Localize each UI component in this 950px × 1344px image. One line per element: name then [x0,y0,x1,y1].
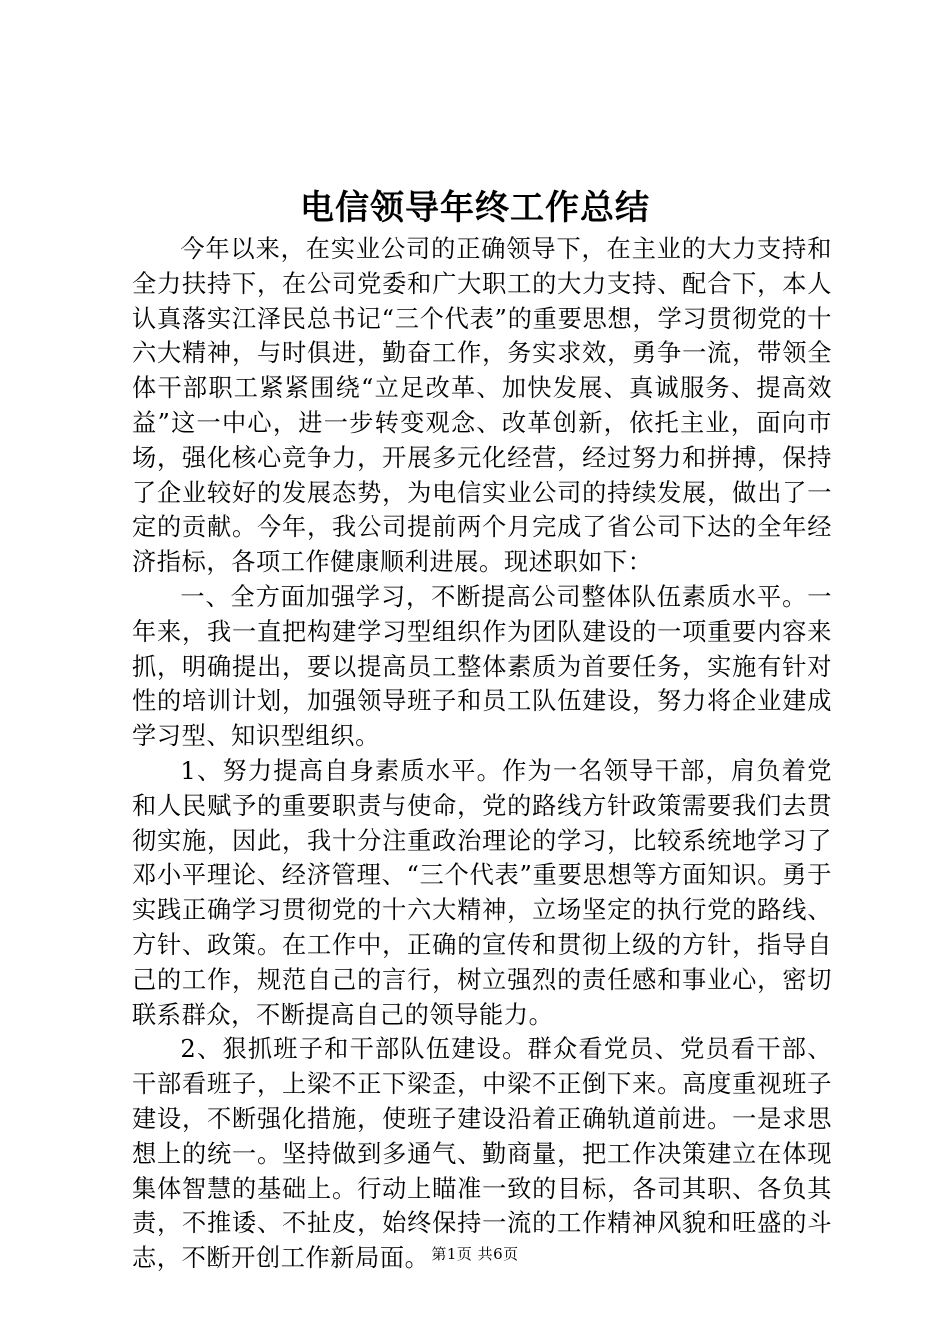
paragraph-item-1: 1、努力提高自身素质水平。作为一名领导干部，肩负着党和人民赋予的重要职责与使命，党的路线方针政策需要我们去贯彻实施，因此，我十分注重政治理论的学习，比较系统地学习了邓小平理论、经济管理、“三个代表”重要思想等方面知识。勇于实践正确学习贯彻党的十六大精神，立场坚定的执行党的路线、方针、政策。在工作中，正确的宣传和贯彻上级的方针，指导自己的工作，规范自己的言行，树立强烈的责任感和事业心，密切联系群众，不断提高自己的领导能力。 [132,756,832,1029]
paragraph-section-1: 一、全方面加强学习，不断提高公司整体队伍素质水平。一年来，我一直把构建学习型组织作为团队建设的一项重要内容来抓，明确提出，要以提高员工整体素质为首要任务，实施有针对性的培训计划，加强领导班子和员工队伍建设，努力将企业建成学习型、知识型组织。 [132,582,832,751]
paragraph-intro: 今年以来，在实业公司的正确领导下，在主业的大力支持和全力扶持下，在公司党委和广大职工的大力支持、配合下，本人认真落实江泽民总书记“三个代表”的重要思想，学习贯彻党的十六大精神，与时俱进，勤奋工作，务实求效，勇争一流，带领全体干部职工紧紧围绕“立足改革、加快发展、真诚服务、提高效益”这一中心，进一步转变观念、改革创新，依托主业，面向市场，强化核心竞争力，开展多元化经营，经过努力和拼搏，保持了企业较好的发展态势，为电信实业公司的持续发展，做出了一定的贡献。今年，我公司提前两个月完成了省公司下达的全年经济指标，各项工作健康顺利进展。现述职如下： [132,235,832,577]
page-number-footer: 第1页 共6页 [431,1245,519,1263]
paragraph-item-2: 2、狠抓班子和干部队伍建设。群众看党员、党员看干部、干部看班子，上梁不正下梁歪，中梁不正倒下来。高度重视班子建设，不断强化措施，使班子建设沿着正确轨道前进。一是求思想上的统一。坚持做到多通气、勤商量，把工作决策建立在体现集体智慧的基础上。行动上瞄准一致的目标，各司其职、各负其责，不推诿、不扯皮，始终保持一流的工作精神风貌和旺盛的斗志，不断开创工作新局面。 [132,1035,832,1273]
document-title: 电信领导年终工作总结 [300,188,650,228]
document-body [132,232,832,1276]
